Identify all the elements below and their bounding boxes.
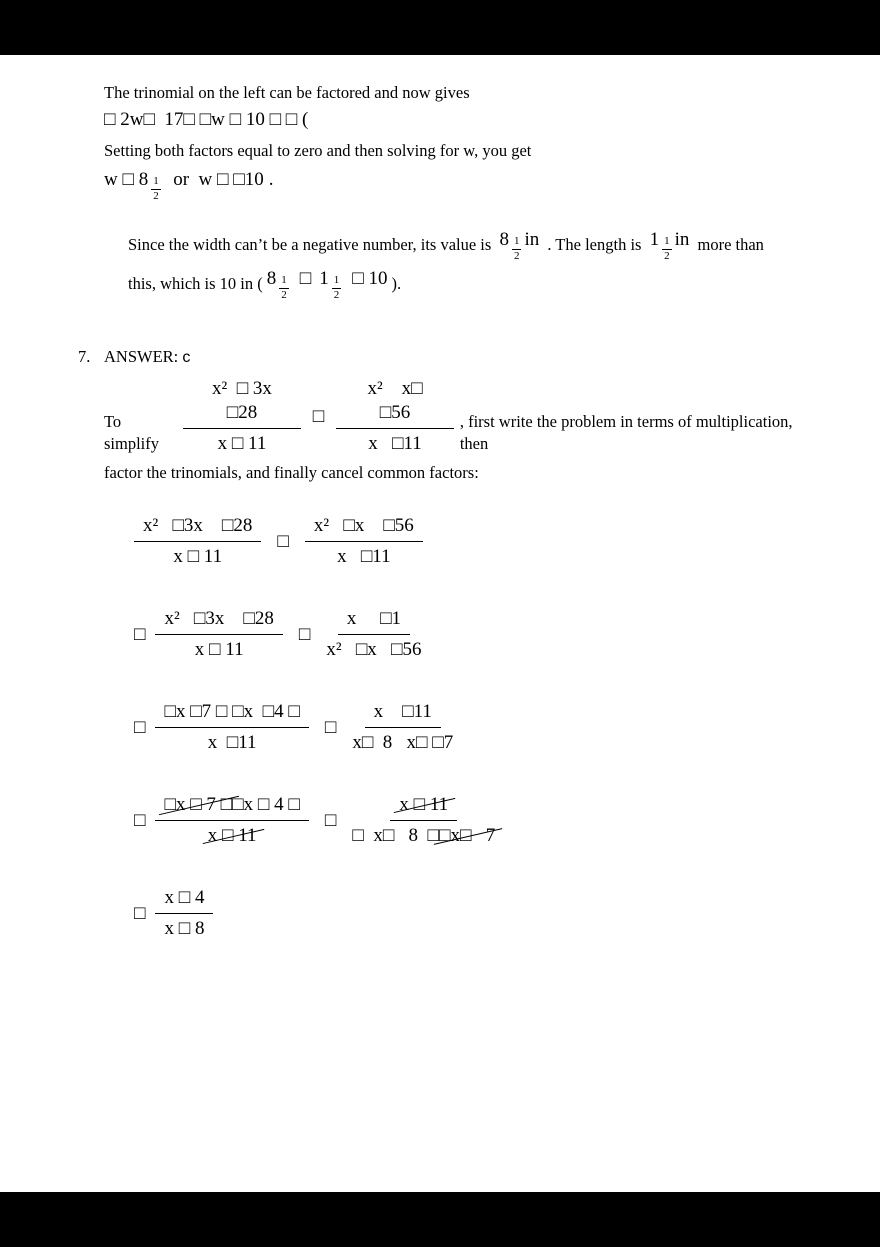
paragraph-line-1 bbox=[128, 228, 810, 267]
simplify-sentence bbox=[104, 377, 810, 456]
solution-mid: or w □ □10 bbox=[163, 169, 264, 190]
fraction-one-half bbox=[332, 275, 342, 301]
fraction bbox=[352, 793, 495, 848]
fraction-denominator: x² □x □56 bbox=[326, 639, 422, 661]
solution-period: . bbox=[268, 169, 274, 190]
document-content bbox=[0, 55, 880, 941]
step-5 bbox=[134, 886, 810, 941]
text-segment: more than bbox=[697, 235, 764, 255]
factored-equation-line: □ 2w□ 17□ □w □ 10 □ □ ( bbox=[104, 109, 309, 130]
fraction-numerator: 1 bbox=[151, 176, 161, 190]
equals-tofu: □ bbox=[134, 716, 146, 738]
width-value bbox=[499, 223, 539, 262]
fraction-numerator: 1 bbox=[512, 236, 522, 250]
factor: □ x□ 8 □ bbox=[352, 825, 440, 847]
fraction-numerator: x² x□ □56 bbox=[336, 377, 454, 429]
document-page bbox=[0, 55, 880, 1192]
trinomial-intro-line: The trinomial on the left can be factored and now gives bbox=[104, 83, 470, 102]
fraction-denominator: 2 bbox=[153, 189, 159, 202]
fraction bbox=[305, 514, 423, 569]
value-whole: 1 bbox=[319, 268, 329, 290]
worked-steps bbox=[104, 514, 810, 941]
tofu-operator: □ bbox=[312, 405, 325, 427]
fraction-denominator: x □ 11 bbox=[217, 433, 267, 455]
fraction-one-half bbox=[662, 236, 672, 262]
step-4 bbox=[134, 793, 810, 848]
cancelled-factor: □x □ 7 □ bbox=[164, 794, 233, 816]
text-segment: . The length is bbox=[547, 235, 642, 255]
length-extra-value bbox=[650, 223, 690, 262]
tofu-operator: □ bbox=[324, 809, 337, 831]
cancelled-factor: x □ 11 bbox=[207, 825, 257, 847]
fraction-denominator: x □ 11 bbox=[173, 546, 223, 568]
width-explanation-paragraph bbox=[128, 228, 810, 306]
fraction-one-half bbox=[151, 176, 161, 202]
fraction-numerator: □x □7 □ □x □4 □ bbox=[155, 700, 308, 728]
answer-label: ANSWER: bbox=[104, 347, 179, 367]
step-3 bbox=[134, 700, 810, 755]
check-value-1 bbox=[267, 262, 292, 301]
fraction-numerator: x² □3x □28 bbox=[134, 514, 261, 542]
equals-tofu: □ bbox=[134, 809, 146, 831]
fraction-denominator: x □ 8 bbox=[164, 918, 205, 940]
tofu-operator: □ bbox=[277, 530, 289, 552]
fraction-denominator: x □11 bbox=[368, 433, 422, 455]
fraction bbox=[155, 793, 308, 848]
step-1 bbox=[134, 514, 810, 569]
cancelled-factor: □x□ 7 bbox=[439, 825, 496, 847]
simplify-post-text-2: factor the trinomials, and finally cancel common factors: bbox=[104, 463, 479, 483]
text-segment: this, which is 10 in ( bbox=[128, 274, 263, 294]
step-2 bbox=[134, 607, 810, 662]
fraction-numerator: x □1 bbox=[338, 607, 410, 635]
answer-value: c bbox=[182, 349, 191, 367]
fraction bbox=[155, 886, 213, 941]
simplify-post-text: , first write the problem in terms of multiplication, then bbox=[459, 412, 797, 454]
value-unit: in bbox=[524, 229, 540, 251]
fraction-denominator: 2 bbox=[664, 249, 670, 262]
value-whole: 1 bbox=[649, 229, 660, 251]
equals-ten: □ 10 bbox=[352, 268, 388, 290]
fraction-numerator: x² □ 3x □28 bbox=[183, 377, 301, 429]
text-segment: ). bbox=[391, 274, 402, 294]
paragraph-line-2 bbox=[128, 267, 810, 306]
solution-line bbox=[104, 166, 810, 202]
solution-pre: w □ 8 bbox=[104, 169, 149, 190]
value-whole: 8 bbox=[266, 268, 277, 290]
fraction-numerator bbox=[390, 793, 457, 821]
fraction bbox=[155, 700, 308, 755]
fraction-denominator: 2 bbox=[513, 249, 520, 262]
fraction-denominator: 2 bbox=[281, 288, 287, 301]
fraction bbox=[326, 607, 421, 662]
answer-line bbox=[104, 346, 190, 369]
fraction-denominator: x □ 11 bbox=[194, 639, 244, 661]
setting-factors-line: Setting both factors equal to zero and then solving for w, you get bbox=[104, 141, 532, 160]
fraction-numerator: x² □x □56 bbox=[305, 514, 423, 542]
tofu-operator: □ bbox=[299, 268, 312, 290]
fraction-denominator: 2 bbox=[333, 288, 340, 301]
fraction-denominator: x □11 bbox=[337, 546, 391, 568]
fraction bbox=[352, 700, 453, 755]
simplify-pre-text: To simplify bbox=[104, 412, 160, 454]
tofu-operator: □ bbox=[324, 716, 337, 738]
fraction-denominator bbox=[208, 821, 257, 848]
fraction-denominator bbox=[352, 821, 495, 848]
fraction-numerator: 1 bbox=[332, 275, 342, 289]
fraction-numerator bbox=[155, 793, 308, 821]
value-whole: 8 bbox=[499, 229, 509, 251]
equals-tofu: □ bbox=[134, 902, 146, 924]
cancelled-factor: x □ 11 bbox=[399, 794, 449, 816]
intro-fraction-1 bbox=[183, 377, 301, 456]
fraction-denominator: x□ 8 x□ □7 bbox=[352, 732, 454, 754]
fraction-numerator: 1 bbox=[279, 275, 289, 289]
value-unit: in bbox=[674, 229, 690, 251]
text-segment: Since the width can’t be a negative number, its value is bbox=[128, 235, 492, 255]
fraction bbox=[134, 514, 261, 569]
fraction-numerator: x² □3x □28 bbox=[155, 607, 282, 635]
equals-tofu: □ bbox=[134, 623, 146, 645]
question-number: 7. bbox=[78, 347, 91, 367]
fraction-one-half bbox=[512, 236, 522, 262]
check-value-2 bbox=[319, 262, 344, 301]
intro-fraction-2 bbox=[336, 377, 454, 456]
fraction-numerator: x □ 4 bbox=[155, 886, 213, 914]
question-7-header bbox=[78, 346, 810, 369]
fraction-denominator: x □11 bbox=[207, 732, 257, 754]
tofu-operator: □ bbox=[298, 623, 311, 645]
fraction-numerator: 1 bbox=[662, 236, 672, 250]
fraction bbox=[155, 607, 282, 662]
fraction-numerator: x □11 bbox=[365, 700, 441, 728]
factor: □x □ 4 □ bbox=[232, 794, 300, 816]
fraction-one-half bbox=[279, 275, 289, 301]
